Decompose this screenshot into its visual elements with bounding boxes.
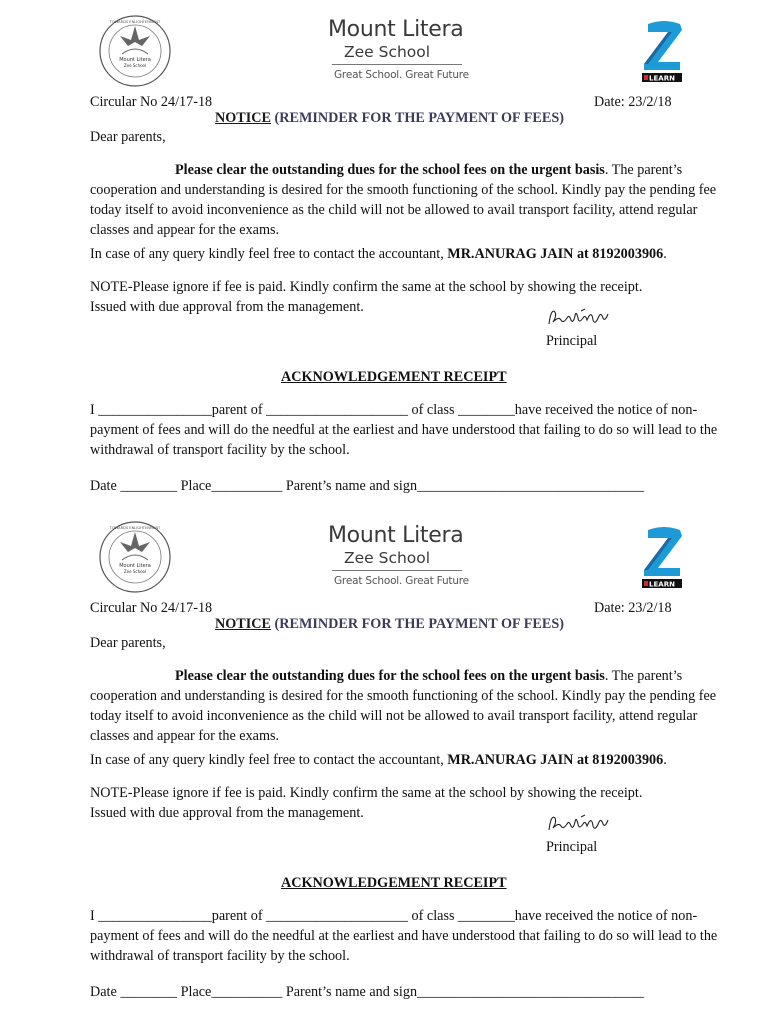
brand-block [326, 17, 469, 81]
seal-text: Mount Litera [119, 563, 151, 569]
brand-school: Zee School [344, 43, 431, 61]
acknowledgement-signature-line: Date ________ Place__________ Parent’s name and sign________________________________ [90, 984, 645, 1000]
principal-signature [545, 302, 611, 332]
zee-learn-logo [638, 18, 686, 84]
circular-number: Circular No 24/17-18 [90, 94, 213, 110]
dues-text: . The parent’s cooperation and understanding is desired for the smooth functioning of the school. Kindly pay the pending fee today itself to avoid inconvenience as the child will not be allowed to avail transport facility, attend regular classes and appear for the exams. [90, 668, 717, 744]
circular-number: Circular No 24/17-18 [90, 600, 213, 616]
brand-block [326, 523, 469, 587]
seal-subtext: Zee School [123, 63, 147, 68]
learn-badge-text: LEARN [649, 580, 675, 589]
accountant-contact: MR.ANURAG JAIN at 8192003906 [447, 752, 664, 768]
acknowledgement-signature-line: Date ________ Place__________ Parent’s name and sign________________________________ [90, 478, 645, 494]
brand-name: Mount Litera [328, 523, 464, 548]
paragraph-contact [90, 244, 730, 264]
notice-heading [215, 108, 564, 128]
seal-ring-text: TOWARDS ENLIGHTENMENT [109, 20, 161, 24]
paragraph-dues [90, 160, 730, 240]
contact-text: In case of any query kindly feel free to contact the accountant, [90, 752, 448, 768]
circular-date: Date: 23/2/18 [594, 600, 672, 616]
brand-divider [332, 570, 462, 571]
dues-text: . The parent’s cooperation and understanding is desired for the smooth functioning of the school. Kindly pay the pending fee today itself to avoid inconvenience as the child will not be allowed to avail transport facility, attend regular classes and appear for the exams. [90, 162, 717, 238]
contact-end: . [663, 246, 667, 262]
notice-title: NOTICE [215, 616, 271, 632]
school-seal-logo [98, 520, 172, 594]
learn-badge-text: LEARN [649, 74, 675, 83]
dues-emphasis: Please clear the outstanding dues for the school fees on the urgent basis [175, 162, 605, 178]
notice-subtitle: (REMINDER FOR THE PAYMENT OF FEES) [270, 616, 564, 632]
notice-copy-2 [0, 506, 770, 1012]
acknowledgement-body: I ________________parent of ____________________ of class ________have received the notice of non-payment of fees and will do the needful at the earliest and have understood that failing to do so will lead to the withdrawal of transport facility by the school. [90, 402, 718, 458]
note-text: NOTE-Please ignore if fee is paid. Kindly confirm the same at the school by showing the receipt. [90, 279, 643, 295]
school-seal-logo [98, 14, 172, 88]
issued-text: Issued with due approval from the management. [90, 299, 364, 315]
brand-school: Zee School [344, 549, 431, 567]
acknowledgement-title: ACKNOWLEDGEMENT RECEIPT [281, 875, 507, 891]
seal-text: Mount Litera [119, 57, 151, 63]
issued-text: Issued with due approval from the management. [90, 805, 364, 821]
notice-copy-1 [0, 0, 770, 506]
brand-tagline: Great School. Great Future [334, 69, 469, 81]
brand-tagline: Great School. Great Future [334, 575, 469, 587]
contact-end: . [663, 752, 667, 768]
circular-date: Date: 23/2/18 [594, 94, 672, 110]
paragraph-note [90, 783, 730, 823]
paragraph-dues [90, 666, 730, 746]
accountant-contact: MR.ANURAG JAIN at 8192003906 [447, 246, 664, 262]
principal-signature [545, 808, 611, 838]
contact-text: In case of any query kindly feel free to contact the accountant, [90, 246, 448, 262]
notice-heading [215, 614, 564, 634]
greeting: Dear parents, [90, 635, 166, 651]
paragraph-contact [90, 750, 730, 770]
principal-label: Principal [546, 839, 598, 855]
zee-learn-logo [638, 524, 686, 590]
note-text: NOTE-Please ignore if fee is paid. Kindly confirm the same at the school by showing the receipt. [90, 785, 643, 801]
notice-subtitle: (REMINDER FOR THE PAYMENT OF FEES) [270, 110, 564, 126]
greeting: Dear parents, [90, 129, 166, 145]
brand-name: Mount Litera [328, 17, 464, 42]
seal-subtext: Zee School [123, 569, 147, 574]
brand-divider [332, 64, 462, 65]
acknowledgement-title: ACKNOWLEDGEMENT RECEIPT [281, 369, 507, 385]
notice-title: NOTICE [215, 110, 271, 126]
seal-ring-text: TOWARDS ENLIGHTENMENT [109, 526, 161, 530]
paragraph-note [90, 277, 730, 317]
principal-label: Principal [546, 333, 598, 349]
dues-emphasis: Please clear the outstanding dues for the school fees on the urgent basis [175, 668, 605, 684]
acknowledgement-body: I ________________parent of ____________________ of class ________have received the notice of non-payment of fees and will do the needful at the earliest and have understood that failing to do so will lead to the withdrawal of transport facility by the school. [90, 908, 718, 964]
